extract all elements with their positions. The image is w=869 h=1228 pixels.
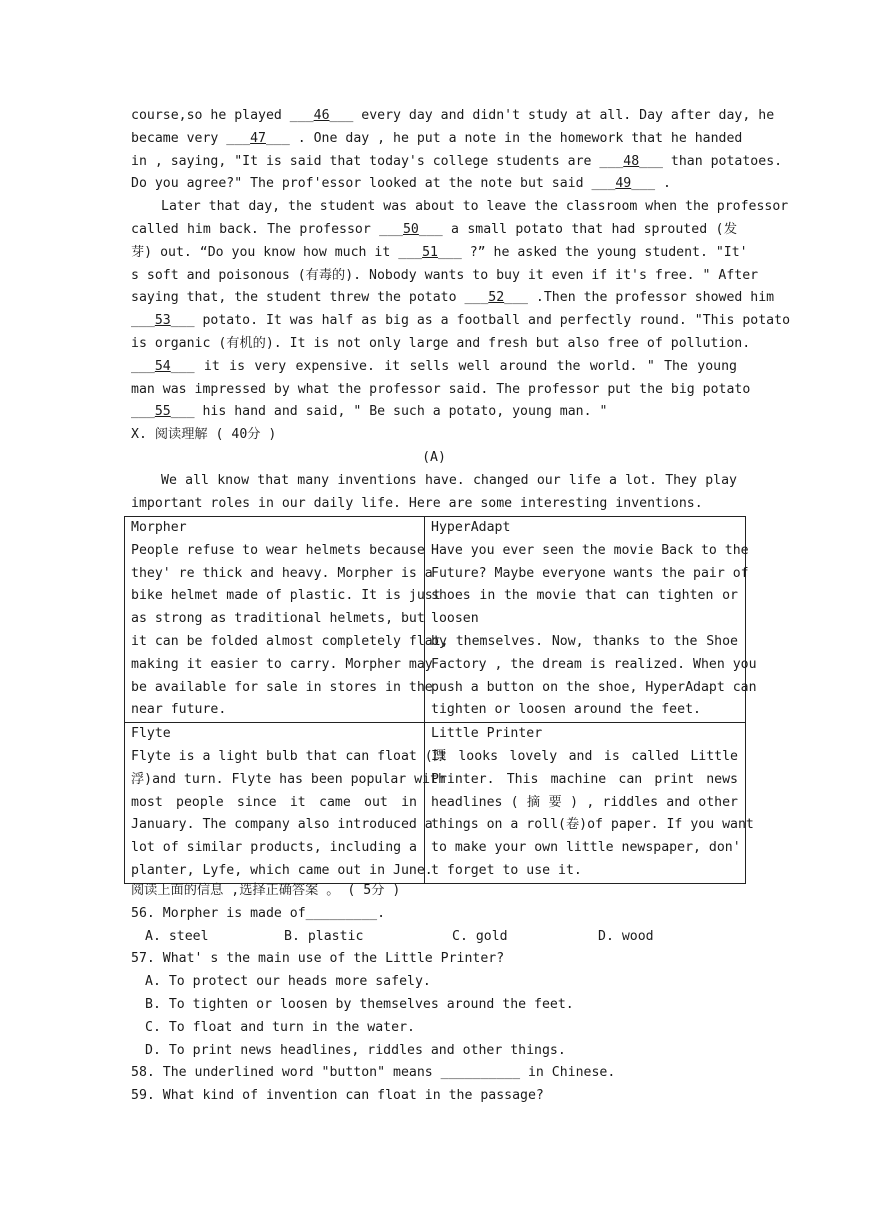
hyperadapt-line: by themselves. Now, thanks to the Shoe xyxy=(431,633,738,649)
cloze-line: ___54___ it is very expensive. it sells well around the world. " The young xyxy=(131,358,737,374)
hyperadapt-line: loosen xyxy=(431,611,479,627)
inventions-table xyxy=(124,516,757,884)
option-b[interactable]: B. plastic xyxy=(284,928,364,944)
blank-49[interactable]: 49 xyxy=(615,176,632,192)
morpher-cell xyxy=(125,517,449,723)
flyte-line: January. The company also introduced a xyxy=(131,817,433,833)
instruction: 阅读上面的信息 ,选择正确答案 。 ( 5分 ) xyxy=(131,883,401,898)
hyperadapt-line: Future? Maybe everyone wants the pair of xyxy=(431,565,749,581)
little-printer-line: t forget to use it. xyxy=(431,862,582,878)
blank-54[interactable]: 54 xyxy=(154,358,171,374)
morpher-line: making it easier to carry. Morpher may xyxy=(131,656,433,672)
passage-label: (A) xyxy=(422,449,446,465)
question-58-stem: 58. The underlined word "button" means __________ in Chinese. xyxy=(131,1065,616,1081)
hyperadapt-title: HyperAdapt xyxy=(431,520,511,535)
morpher-line: be available for sale in stores in the xyxy=(131,679,433,695)
option-a[interactable]: A. To protect our heads more safely. xyxy=(145,974,431,990)
cloze-line: course,so he played ___46___ every day and didn't study at all. Day after day, he xyxy=(131,108,775,123)
option-b[interactable]: B. To tighten or loosen by themselves around the feet. xyxy=(145,996,574,1012)
option-c[interactable]: C. To float and turn in the water. xyxy=(145,1019,415,1035)
little-printer-line: to make your own little newspaper, don' xyxy=(431,840,741,856)
blank-46[interactable]: 46 xyxy=(313,108,330,123)
morpher-line: as strong as traditional helmets, but xyxy=(131,611,425,627)
cloze-line: 芽) out. “Do you know how much it ___51___ ?” he asked the young student. "It' xyxy=(131,244,748,260)
option-d[interactable]: D. To print news headlines, riddles and other things. xyxy=(145,1042,566,1058)
cloze-line: Later that day, the student was about to leave the classroom when the professor xyxy=(161,199,789,215)
morpher-title: Morpher xyxy=(131,520,187,535)
hyperadapt-cell xyxy=(425,517,757,723)
hyperadapt-line: shoes in the movie that can tighten or xyxy=(431,588,738,604)
cloze-line: became very ___47___ . One day , he put a note in the homework that he handed xyxy=(131,130,743,146)
question-59-stem: 59. What kind of invention can float in the passage? xyxy=(131,1088,544,1104)
blank-50[interactable]: 50 xyxy=(402,221,419,237)
hyperadapt-line: tighten or loosen around the feet. xyxy=(431,702,701,718)
morpher-line: near future. xyxy=(131,702,227,718)
question-57-stem: 57. What' s the main use of the Little Printer? xyxy=(131,951,505,967)
morpher-line: bike helmet made of plastic. It is just xyxy=(131,588,441,604)
blank-47[interactable]: 47 xyxy=(250,130,266,146)
morpher-line: they' re thick and heavy. Morpher is a xyxy=(131,565,433,581)
little-printer-line: headlines ( 摘 要 ) , riddles and other xyxy=(431,794,738,810)
intro-line: important roles in our daily life. Here are some interesting inventions. xyxy=(131,495,703,511)
cloze-passage xyxy=(131,105,791,515)
hyperadapt-line: Have you ever seen the movie Back to the xyxy=(431,542,749,558)
flyte-title: Flyte xyxy=(131,726,171,742)
cloze-line: Do you agree?" The prof'essor looked at the note but said ___49___ . xyxy=(131,176,671,192)
flyte-line: Flyte is a light bulb that can float (漂 xyxy=(131,748,446,764)
option-a[interactable]: A. steel xyxy=(145,928,209,944)
little-printer-line: things on a roll(卷)of paper. If you want xyxy=(431,817,754,833)
little-printer-title: Little Printer xyxy=(431,726,543,742)
question-56-options xyxy=(131,926,737,949)
morpher-line: People refuse to wear helmets because xyxy=(131,542,425,558)
blank-51[interactable]: 51 xyxy=(422,244,438,260)
cloze-line: in , saying, "It is said that today's college students are ___48___ than potatoes. xyxy=(131,153,783,169)
blank-53[interactable]: 53 xyxy=(154,313,171,329)
cloze-line: ___55___ his hand and said, " Be such a potato, young man. " xyxy=(131,404,608,420)
blank-52[interactable]: 52 xyxy=(488,290,505,306)
cloze-line: called him back. The professor ___50___ a small potato that had sprouted (发 xyxy=(131,221,738,237)
little-printer-line: Printer. This machine can print news xyxy=(431,771,738,787)
cloze-line: man was impressed by what the professor said. The professor put the big potato xyxy=(131,381,751,397)
flyte-cell xyxy=(125,723,446,884)
blank-48[interactable]: 48 xyxy=(623,153,640,169)
flyte-line: planter, Lyfe, which came out in June. xyxy=(131,862,433,878)
flyte-line: lot of similar products, including a xyxy=(131,840,417,856)
question-56-stem: 56. Morpher is made of_________. xyxy=(131,905,386,921)
section-title: X. 阅读理解 ( 40分 ) xyxy=(131,427,277,443)
option-d[interactable]: D. wood xyxy=(598,928,654,944)
blank-55[interactable]: 55 xyxy=(154,404,171,420)
flyte-line: most people since it came out in xyxy=(131,794,417,810)
cloze-line: is organic (有机的). It is not only large and fresh but also free of pollution. xyxy=(131,335,751,351)
hyperadapt-line: Factory , the dream is realized. When you xyxy=(431,656,757,672)
flyte-line: 浮)and turn. Flyte has been popular with xyxy=(131,771,446,787)
morpher-line: it can be folded almost completely flat, xyxy=(131,633,449,649)
little-printer-cell xyxy=(425,723,754,884)
intro-line: We all know that many inventions have. changed our life a lot. They play xyxy=(161,472,737,488)
cloze-line: s soft and poisonous (有毒的). Nobody wants to buy it even if it's free. " After xyxy=(131,267,759,283)
hyperadapt-line: push a button on the shoe, HyperAdapt can xyxy=(431,679,757,695)
option-c[interactable]: C. gold xyxy=(452,928,508,944)
cloze-line: saying that, the student threw the potato ___52___ .Then the professor showed him xyxy=(131,290,775,306)
little-printer-line: It looks lovely and is called Little xyxy=(431,748,738,764)
cloze-line: ___53___ potato. It was half as big as a football and perfectly round. "This potato xyxy=(131,313,791,329)
questions-section xyxy=(131,880,737,1108)
